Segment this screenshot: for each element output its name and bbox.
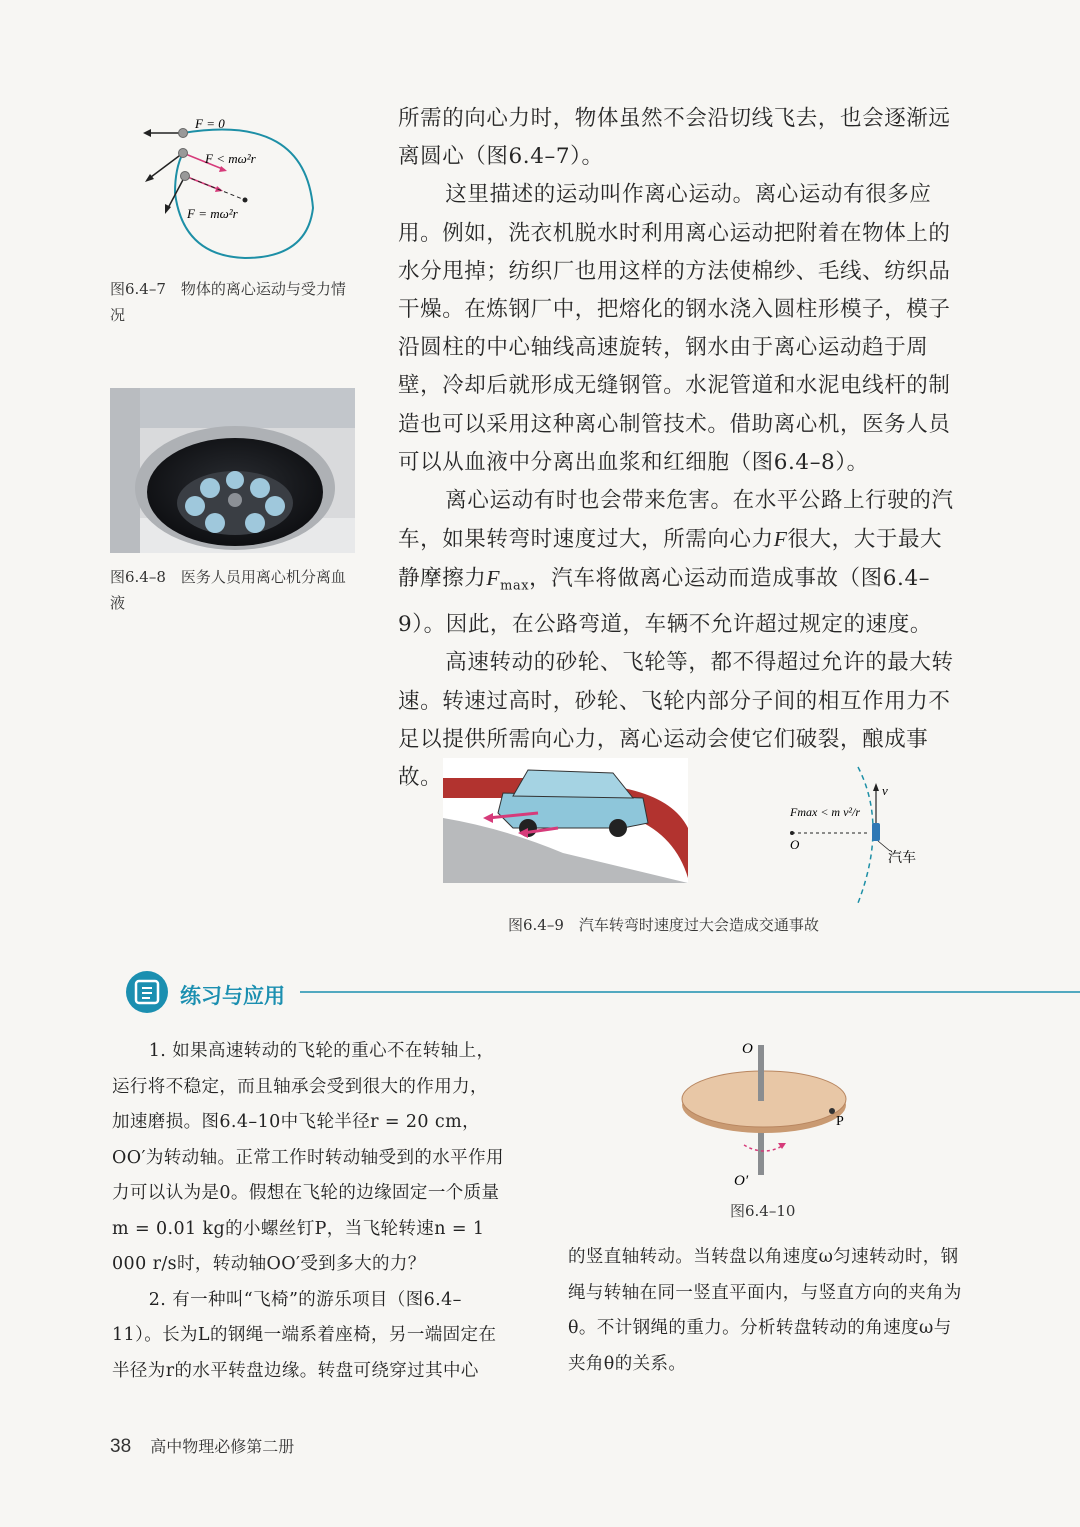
section-title: 练习与应用 (180, 984, 285, 1008)
label-p: P (836, 1114, 844, 1129)
paragraph-2: 这里描述的运动叫作离心运动。离心运动有很多应用。例如，洗衣机脱水时利用离心运动把附着在物体上的水分甩掉；纺织厂也用这样的方法使棉纱、毛线、纺织品干燥。在炼钢厂中，把熔化的钢水浇入圆柱形模子，模子沿圆柱的中心轴线高速旋转，钢水由于离心运动趋于周壁，冷却后就形成无缝钢管。水泥管道和水泥电线杆的制造也可以采用这种离心制管技术。借助离心机，医务人员可以从血液中分离出血浆和红细胞（图6.4–8）。 (398, 182, 951, 475)
label-f-less: F < mω²r (205, 151, 256, 166)
label-o-bottom: O′ (734, 1173, 749, 1189)
figure-6-4-8-centrifuge-photo (110, 388, 355, 553)
book-title: 高中物理必修第二册 (150, 1437, 295, 1456)
main-text (398, 100, 960, 797)
exercise-2-start: 2. 有一种叫“飞椅”的游乐项目（图6.4–11）。长为L的钢绳一端系着座椅，另一端固定在半径为r的水平转盘边缘。转盘可绕穿过其中心 (112, 1289, 497, 1381)
label-formula: Fmax < m v²/r (790, 805, 861, 819)
label-v: v (882, 783, 888, 798)
paragraph-4: 高速转动的砂轮、飞轮等，都不得超过允许的最大转速。转速过高时，砂轮、飞轮内部分子间的相互作用力不足以提供所需向心力，离心运动会使它们破裂，酿成事故。 (398, 650, 954, 790)
exercise-2-continued: 的竖直轴转动。当转盘以角速度ω匀速转动时，钢绳与转轴在同一竖直平面内，与竖直方向的夹角为θ。不计钢绳的重力。分析转盘转动的角速度ω与夹角θ的关系。 (568, 1247, 962, 1374)
figure-6-4-9-car-illustration (443, 758, 688, 883)
figure-6-4-9-caption: 图6.4–9 汽车转弯时速度过大会造成交通事故 (508, 916, 819, 934)
label-f-zero: F = 0 (195, 116, 225, 131)
page-number: 38 (110, 1436, 132, 1457)
figure-6-4-10-flywheel (672, 1035, 862, 1190)
paragraph-3: 离心运动有时也会带来危害。在水平公路上行驶的汽车，如果转弯时速度过大，所需向心力F很大，大于最大静摩擦力$F_{max}$，汽车将做离心运动而造成事故（图6.4–9）。因此，在公路弯道，车辆不允许超过规定的速度。 (398, 488, 954, 638)
paragraph-1: 所需的向心力时，物体虽然不会沿切线飞去，也会逐渐远离圆心（图6.4–7）。 (398, 106, 951, 170)
figure-6-4-10-caption: 图6.4–10 (730, 1202, 796, 1220)
label-f-equal: F = mω²r (187, 206, 238, 221)
figure-6-4-8-caption: 图6.4–8 医务人员用离心机分离血液 (110, 568, 346, 612)
label-o: O (790, 837, 800, 852)
exercise-left-column (112, 1034, 504, 1389)
figure-6-4-7-caption: 图6.4–7 物体的离心运动与受力情况 (110, 280, 346, 324)
figure-6-4-9-schematic (788, 765, 938, 905)
page-footer (110, 1434, 294, 1458)
exercise-1: 1. 如果高速转动的飞轮的重心不在转轴上，运行将不稳定，而且轴承会受到很大的作用力，加速磨损。图6.4–10中飞轮半径r = 20 cm，OO′为转动轴。正常工作时转动轴受到的水平作用力可以认为是0。假想在飞轮的边缘固定一个质量m = 0.01 kg的小螺丝钉P，当飞轮转速n = 1 000 r/s时，转动轴OO′受到多大的力？ (112, 1041, 504, 1274)
figure-6-4-7-diagram (135, 108, 335, 268)
label-o-top: O (742, 1041, 753, 1057)
label-car: 汽车 (888, 850, 916, 866)
